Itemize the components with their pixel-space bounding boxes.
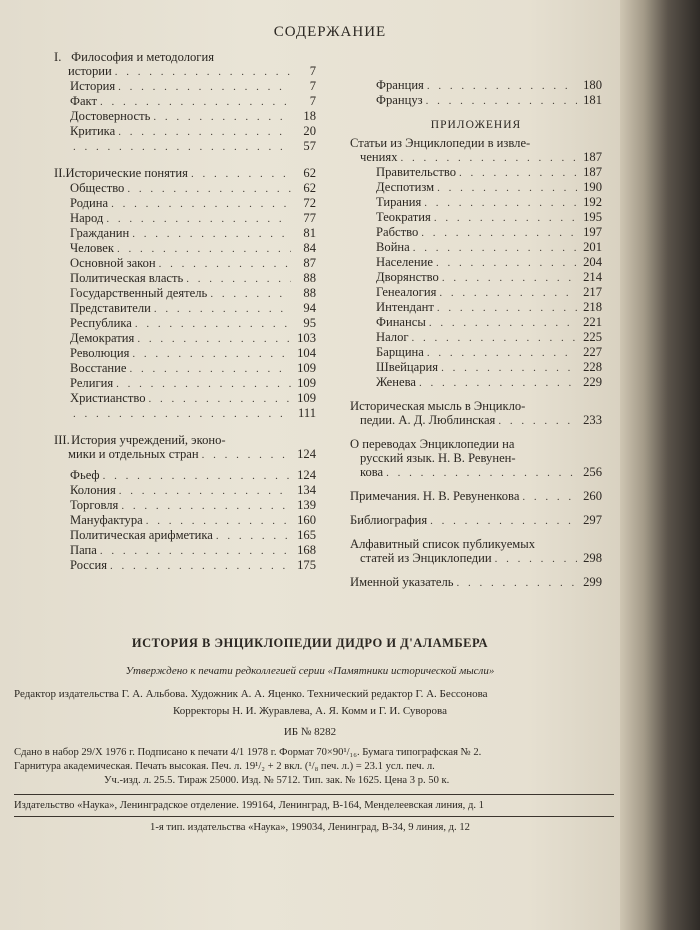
toc-row (350, 78, 602, 93)
toc-row (54, 181, 316, 196)
page-number: 299 (583, 575, 602, 589)
section-number: III. (54, 433, 70, 447)
entry-title: Француз (376, 93, 423, 107)
toc-row (54, 211, 316, 226)
leader-dots (437, 181, 577, 195)
leader-dots (103, 469, 291, 483)
toc-row (350, 315, 602, 330)
toc-row (350, 300, 602, 315)
leader-dots (146, 514, 291, 528)
toc-row (54, 391, 316, 406)
toc-row (54, 361, 316, 376)
toc-row (350, 551, 602, 566)
leader-dots (159, 257, 291, 271)
page-number: 88 (303, 271, 316, 285)
page-number: 225 (583, 330, 602, 344)
entry-title: Демократия (70, 331, 135, 345)
block-line: Библиография (350, 513, 428, 527)
toc-row (350, 360, 602, 375)
page-number: 94 (303, 301, 316, 315)
page-number: 168 (297, 543, 316, 557)
toc-row (350, 270, 602, 285)
toc-row (350, 150, 602, 165)
entry-title: Барщина (376, 345, 424, 359)
leader-dots (437, 301, 577, 315)
toc-block (350, 489, 602, 504)
entry-title: Тирания (376, 195, 422, 209)
entry-title: Генеалогия (376, 285, 437, 299)
entry-title: Папа (70, 543, 97, 557)
page-number: 180 (583, 78, 602, 92)
technical-details (14, 746, 614, 788)
leader-dots (439, 286, 577, 300)
entry-title: Правительство (376, 165, 457, 179)
toc-row (350, 575, 602, 590)
leader-dots (421, 226, 577, 240)
leader-dots (117, 242, 291, 256)
toc-row (54, 196, 316, 211)
book-title: ИСТОРИЯ В ЭНЦИКЛОПЕДИИ ДИДРО И Д'АЛАМБЕРА (131, 636, 489, 650)
block-line: Историческая мысль в Энцикло- (350, 399, 526, 413)
leader-dots (115, 65, 291, 79)
toc-row (54, 483, 316, 498)
leader-dots (137, 332, 291, 346)
page-number: 139 (297, 498, 316, 512)
toc-row (54, 139, 316, 154)
toc-row (54, 271, 316, 286)
leader-dots (457, 576, 578, 590)
block-line: русский язык. Н. В. Ревунен- (360, 451, 516, 465)
entry-title: Родина (70, 196, 109, 210)
page-number: 256 (583, 465, 602, 479)
leader-dots (424, 196, 577, 210)
toc-row (54, 498, 316, 513)
leader-dots (116, 377, 291, 391)
toc-row (350, 489, 602, 504)
page-number: 84 (303, 241, 316, 255)
page-number: 62 (303, 181, 316, 195)
toc-row (350, 413, 602, 428)
toc-row (54, 256, 316, 271)
page-number: 109 (297, 391, 316, 405)
entry-title: Война (376, 240, 410, 254)
page-number: 195 (583, 210, 602, 224)
tech-line: Сдано в набор 29/X 1976 г. Подписано к печати 4/1 1978 г. Формат 70×90¹/₁₆. Бумага типографская № 2. (14, 747, 482, 758)
leader-dots (429, 316, 577, 330)
page-number: 62 (303, 166, 316, 180)
entry-title: Франция (376, 78, 424, 92)
entry-title: Религия (70, 376, 114, 390)
page-number: 227 (583, 345, 602, 359)
page-number: 181 (583, 93, 602, 107)
entry-title: Народ (70, 211, 104, 225)
leader-dots (132, 227, 291, 241)
leader-dots (153, 110, 291, 124)
page-number: 109 (297, 376, 316, 390)
entry-title: Налог (376, 330, 409, 344)
page-number: 297 (583, 513, 602, 527)
page-number: 104 (297, 346, 316, 360)
toc-row (350, 375, 602, 390)
leader-dots (121, 499, 291, 513)
leader-dots (100, 95, 291, 109)
correctors-credits: Корректоры Н. И. Журавлева, А. Я. Комм и Г. И. Суворова (173, 705, 447, 717)
leader-dots (127, 182, 291, 196)
toc-row (350, 285, 602, 300)
entry-title: Основной закон (70, 256, 156, 270)
section-title-line2: истории (68, 64, 112, 78)
leader-dots (434, 211, 577, 225)
entry-title: Человек (70, 241, 114, 255)
toc-row (54, 316, 316, 331)
leader-dots (119, 484, 291, 498)
entry-title: Общество (70, 181, 125, 195)
entry-title: Женева (376, 375, 416, 389)
leader-dots (154, 302, 291, 316)
articles-title: Статьи из Энциклопедии в извле- (350, 136, 531, 150)
page-number: 109 (297, 361, 316, 375)
leader-dots (441, 361, 577, 375)
page-number: 95 (303, 316, 316, 330)
toc-row (54, 124, 316, 139)
section-title (54, 50, 316, 64)
page-number: 187 (583, 150, 602, 164)
toc-row (350, 195, 602, 210)
toc-row (350, 255, 602, 270)
leader-dots (401, 151, 578, 165)
entry-title: Политическая власть (70, 271, 184, 285)
appendix-heading: ПРИЛОЖЕНИЯ (430, 119, 522, 131)
toc-row (350, 345, 602, 360)
entry-title: чениях (360, 150, 398, 164)
leader-dots (498, 414, 577, 428)
page-number: 18 (303, 109, 316, 123)
block-line: Именной указатель (350, 575, 454, 589)
toc-block (350, 513, 602, 528)
toc-row (350, 165, 602, 180)
entry-title: Республика (70, 316, 132, 330)
entry-title: Государственный деятель (70, 286, 208, 300)
toc-block (350, 575, 602, 590)
toc-row (54, 468, 316, 483)
block-line: О переводах Энциклопедии на (350, 437, 515, 451)
leader-dots (118, 125, 291, 139)
page-number: 298 (583, 551, 602, 565)
toc-row (350, 513, 602, 528)
page-number: 175 (297, 558, 316, 572)
section-title (54, 433, 316, 447)
page-title: СОДЕРЖАНИЕ (273, 24, 387, 40)
leader-dots (459, 166, 577, 180)
page-number: 57 (303, 139, 316, 153)
entry-title: Политическая арифметика (70, 528, 213, 542)
leader-dots (419, 376, 577, 390)
toc-row (54, 226, 316, 241)
toc-row (350, 240, 602, 255)
entry-title: Деспотизм (376, 180, 435, 194)
page-number: 214 (583, 270, 602, 284)
toc-row (54, 64, 316, 79)
page-number: 187 (583, 165, 602, 179)
section-number: II. (54, 166, 66, 180)
toc-row (54, 346, 316, 361)
toc-left-column (54, 50, 316, 573)
page-number: 218 (583, 300, 602, 314)
page-number: 77 (303, 211, 316, 225)
toc-row (54, 406, 316, 421)
entry-title: Мануфактура (70, 513, 143, 527)
page-number: 229 (583, 375, 602, 389)
toc-block (350, 399, 602, 428)
leader-dots (186, 272, 291, 286)
leader-dots (442, 271, 577, 285)
page-number: 165 (297, 528, 316, 542)
toc-row (54, 528, 316, 543)
entry-title: Колония (70, 483, 116, 497)
toc-row (54, 286, 316, 301)
page-number: 111 (298, 406, 316, 420)
page-number: 124 (297, 468, 316, 482)
leader-dots (110, 559, 291, 573)
staff-credits: Редактор издательства Г. А. Альбова. Художник А. А. Яценко. Технический редактор Г. А. Бессонова (14, 688, 488, 700)
toc-row (54, 558, 316, 573)
leader-dots (522, 490, 577, 504)
page-number: 201 (583, 240, 602, 254)
leader-dots (210, 287, 291, 301)
page-number: 134 (297, 483, 316, 497)
entry-title: Фьеф (70, 468, 100, 482)
leader-dots (135, 317, 291, 331)
toc-row (350, 465, 602, 480)
toc-section (54, 433, 316, 573)
toc-row (350, 330, 602, 345)
printer-line: 1-я тип. издательства «Наука», 199034, Ленинград, В-34, 9 линия, д. 12 (150, 822, 470, 833)
page-number: 87 (303, 256, 316, 270)
page-number: 103 (297, 331, 316, 345)
toc-section (54, 50, 316, 154)
page-number: 124 (297, 447, 316, 461)
toc-row (350, 225, 602, 240)
page-number: 7 (309, 79, 316, 93)
block-line: кова (360, 465, 384, 479)
toc-row (54, 301, 316, 316)
leader-dots (436, 256, 577, 270)
page-number: 20 (303, 124, 316, 138)
entry-title: Население (376, 255, 433, 269)
page-number: 72 (303, 196, 316, 210)
leader-dots (386, 466, 577, 480)
toc-row (54, 513, 316, 528)
divider (14, 794, 614, 795)
ib-number: ИБ № 8282 (283, 726, 337, 738)
page-number: 260 (583, 489, 602, 503)
toc-row (54, 109, 316, 124)
toc-row (54, 376, 316, 391)
block-line: педии. А. Д. Люблинская (360, 413, 496, 427)
leader-dots (111, 197, 291, 211)
leader-dots (412, 331, 577, 345)
toc-row (54, 94, 316, 109)
page-number: 88 (303, 286, 316, 300)
toc-block (350, 537, 602, 566)
section-title: Исторические понятия (65, 166, 188, 180)
entry-title: Гражданин (70, 226, 130, 240)
page-number: 204 (583, 255, 602, 269)
page-number: 221 (583, 315, 602, 329)
entry-title: История (70, 79, 116, 93)
toc-row (350, 210, 602, 225)
entry-title: Торговля (70, 498, 119, 512)
page-number: 190 (583, 180, 602, 194)
leader-dots (430, 514, 577, 528)
toc-row (350, 93, 602, 108)
section-title-line1: Философия и методология (71, 50, 215, 64)
toc-block (350, 437, 602, 480)
leader-dots (132, 347, 291, 361)
page-number: 7 (309, 64, 316, 78)
entry-title: Швейцария (376, 360, 439, 374)
leader-dots (202, 448, 291, 462)
divider (14, 816, 614, 817)
page-number: 228 (583, 360, 602, 374)
toc-right-column (350, 78, 602, 590)
entry-title: Финансы (376, 315, 426, 329)
toc-row (54, 166, 316, 181)
leader-dots (73, 407, 291, 421)
page-number: 192 (583, 195, 602, 209)
entry-title: Христианство (70, 391, 146, 405)
page-number: 160 (297, 513, 316, 527)
toc-row (54, 241, 316, 256)
entry-title: Критика (70, 124, 116, 138)
entry-title: Рабство (376, 225, 419, 239)
entry-title: Восстание (70, 361, 127, 375)
entry-title: Теократия (376, 210, 431, 224)
toc-row (54, 543, 316, 558)
block-line: Примечания. Н. В. Ревуненкова (350, 489, 520, 503)
section-title-line1: История учреждений, эконо- (71, 433, 226, 447)
toc-row (54, 331, 316, 346)
publisher-line: Издательство «Наука», Ленинградское отделение. 199164, Ленинград, В-164, Менделеевская линия, д. 1 (14, 800, 484, 811)
leader-dots (130, 362, 291, 376)
entry-title: Достоверность (70, 109, 151, 123)
tech-line: Уч.-изд. л. 25.5. Тираж 25000. Изд. № 5712. Тип. зак. № 1625. Цена 3 р. 50 к. (104, 775, 450, 786)
entry-title: Революция (70, 346, 130, 360)
approval-note: Утверждено к печати редколлегией серии «Памятники исторической мысли» (125, 665, 495, 677)
entry-title: Представители (70, 301, 151, 315)
leader-dots (106, 212, 291, 226)
leader-dots (413, 241, 577, 255)
toc-row (350, 180, 602, 195)
leader-dots (73, 140, 291, 154)
entry-title: Россия (70, 558, 108, 572)
leader-dots (118, 80, 291, 94)
page-number: 81 (303, 226, 316, 240)
toc-row (54, 447, 316, 462)
section-number: I. (54, 50, 62, 64)
page-number: 233 (583, 413, 602, 427)
page-number: 7 (309, 94, 316, 108)
leader-dots (100, 544, 291, 558)
leader-dots (149, 392, 291, 406)
leader-dots (216, 529, 291, 543)
toc-row (54, 79, 316, 94)
book-edge (620, 0, 700, 930)
leader-dots (495, 552, 577, 566)
block-line: Алфавитный список публикуемых (350, 537, 536, 551)
leader-dots (427, 79, 577, 93)
leader-dots (427, 346, 577, 360)
block-line: статей из Энциклопедии (360, 551, 492, 565)
leader-dots (191, 167, 291, 181)
entry-title: Интендант (376, 300, 434, 314)
entry-title: Факт (70, 94, 97, 108)
section-title-line2: мики и отдельных стран (68, 447, 199, 461)
leader-dots (426, 94, 577, 108)
tech-line: Гарнитура академическая. Печать высокая. Печ. л. 19¹/₂ + 2 вкл. (¹/₈ печ. л.) = 23.1 усл. печ. л. (14, 761, 435, 772)
page-number: 197 (583, 225, 602, 239)
page-number: 217 (583, 285, 602, 299)
toc-section (54, 166, 316, 421)
entry-title: Дворянство (376, 270, 439, 284)
